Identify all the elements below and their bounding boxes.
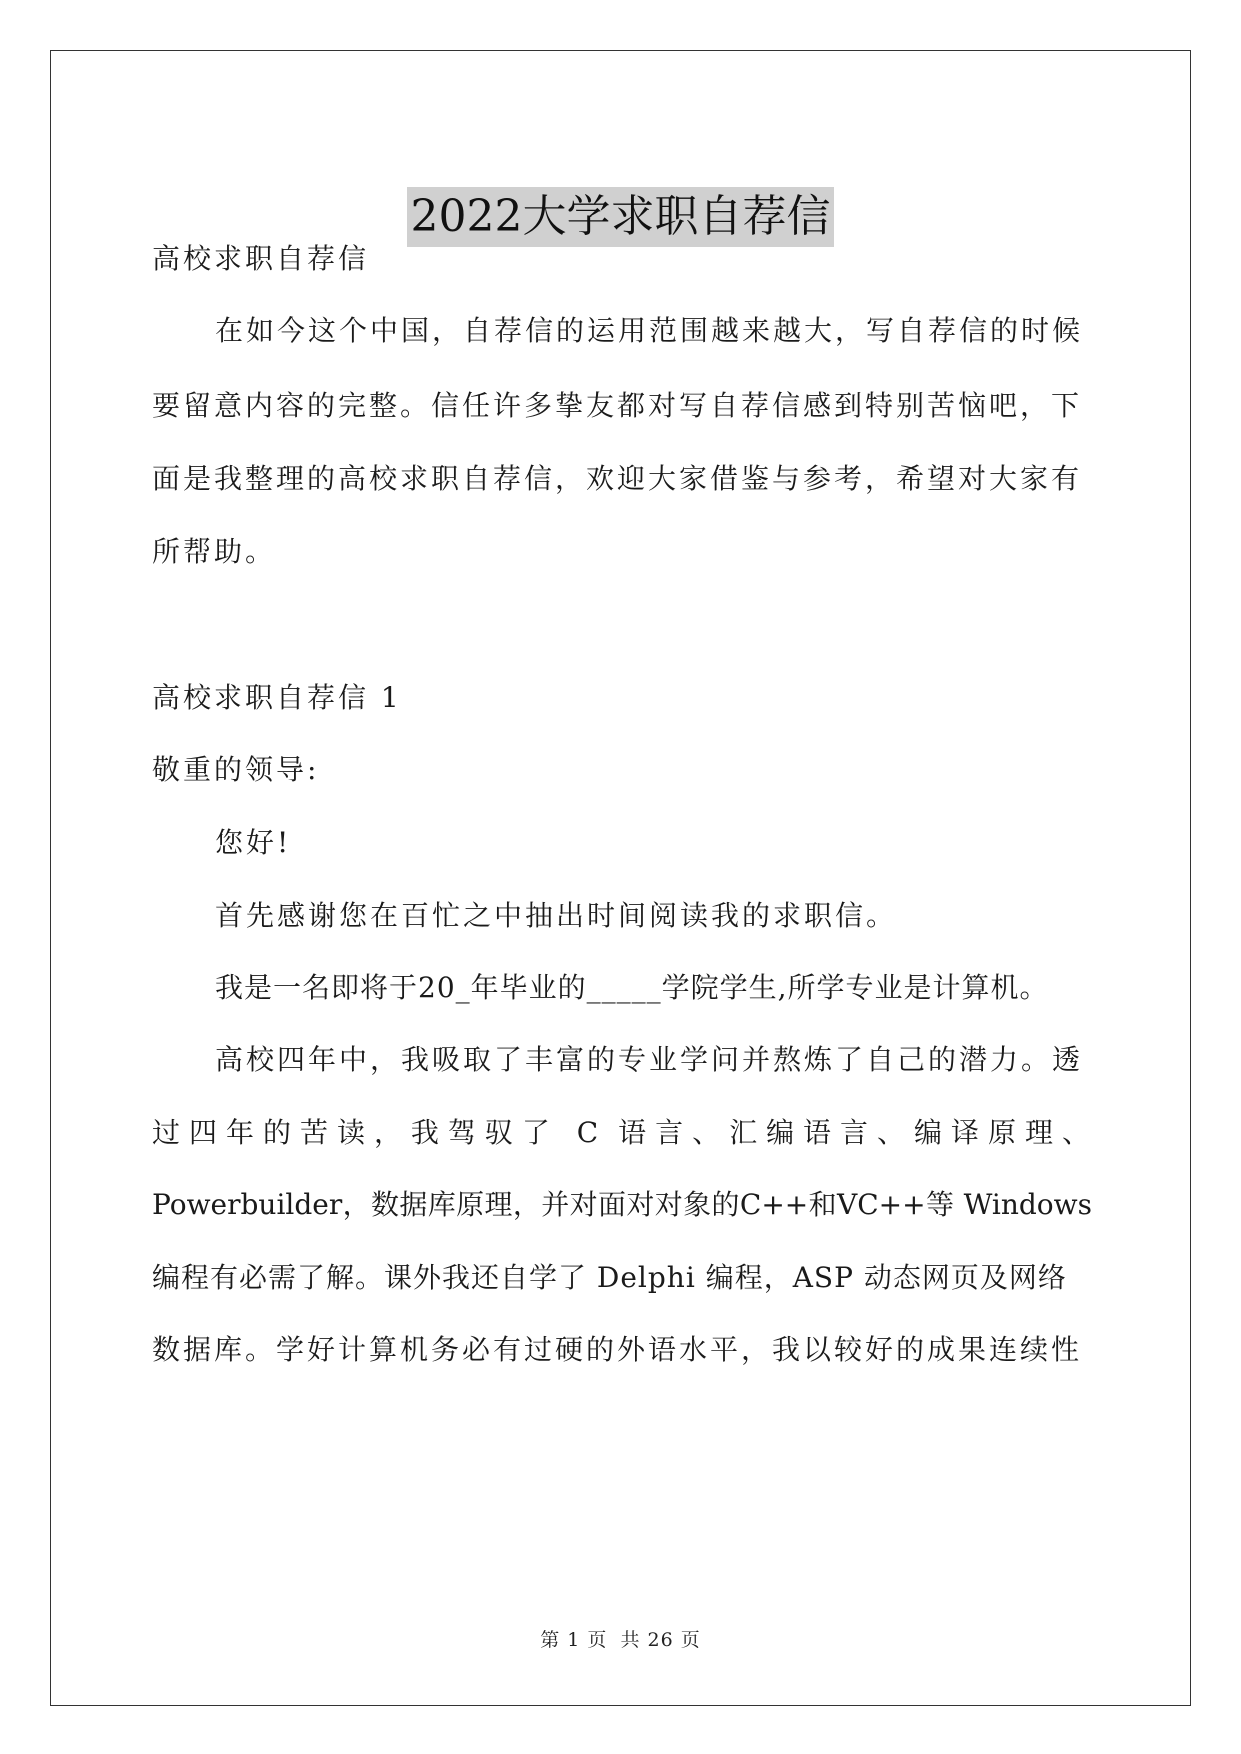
paragraph-line: 在如今这个中国，自荐信的运用范围越来越大，写自荐信的时候 bbox=[215, 314, 1084, 347]
paragraph-line: 数据库。学好计算机务必有过硬的外语水平，我以较好的成果连续性 bbox=[152, 1333, 1083, 1366]
paragraph-line: Powerbuilder，数据库原理，并对面对对象的C++和VC++等 Windows bbox=[152, 1188, 1092, 1221]
page-footer bbox=[0, 1628, 1241, 1652]
greeting-line: 您好! bbox=[215, 826, 292, 859]
paragraph-line: 所帮助。 bbox=[152, 535, 277, 568]
document-title: 2022大学求职自荐信 bbox=[407, 187, 835, 247]
paragraph-line: 面是我整理的高校求职自荐信，欢迎大家借鉴与参考，希望对大家有 bbox=[152, 462, 1083, 495]
paragraph-line: 首先感谢您在百忙之中抽出时间阅读我的求职信。 bbox=[215, 899, 898, 932]
page-number: 第 1 页 bbox=[540, 1629, 608, 1651]
page-total: 共 26 页 bbox=[620, 1629, 701, 1651]
subtitle-line: 高校求职自荐信 bbox=[152, 242, 370, 275]
salutation-line: 敬重的领导: bbox=[152, 753, 320, 786]
page-border bbox=[50, 50, 1191, 1706]
paragraph-line: 我是一名即将于20_年毕业的_____学院学生,所学专业是计算机。 bbox=[215, 971, 1049, 1004]
paragraph-line: 要留意内容的完整。信任许多挚友都对写自荐信感到特别苦恼吧，下 bbox=[152, 389, 1083, 422]
paragraph-line: 高校四年中，我吸取了丰富的专业学问并熬炼了自己的潜力。透 bbox=[215, 1043, 1084, 1076]
paragraph-line: 过四年的苦读，我驾驭了 C 语言、汇编语言、编译原理、 bbox=[152, 1116, 1092, 1149]
section-heading: 高校求职自荐信 1 bbox=[152, 681, 402, 714]
paragraph-line: 编程有必需了解。课外我还自学了 Delphi 编程，ASP 动态网页及网络 bbox=[152, 1261, 1067, 1294]
